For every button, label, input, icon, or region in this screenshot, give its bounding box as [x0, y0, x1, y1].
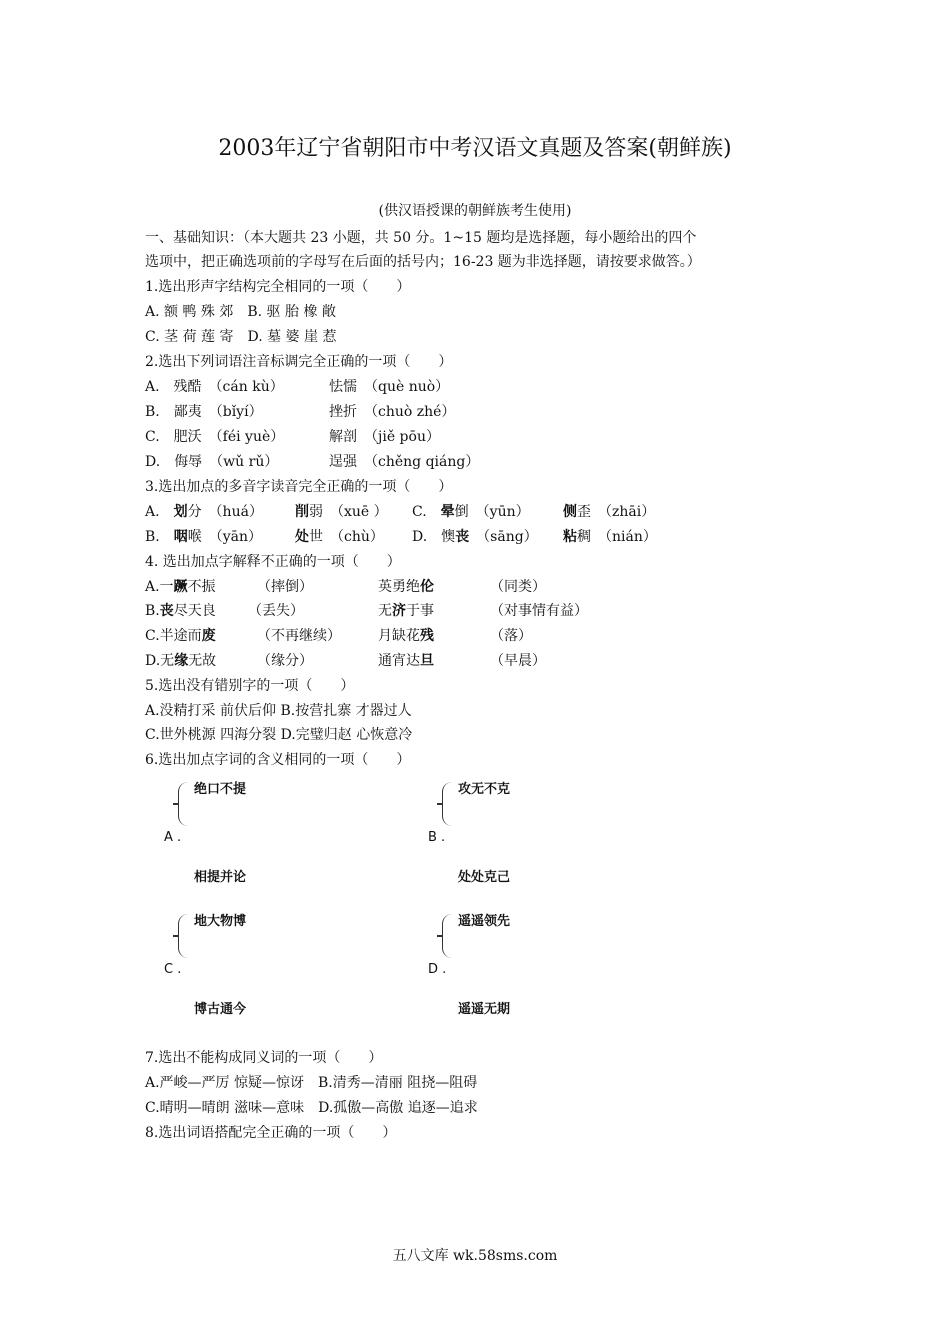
q3-row-2: [145, 526, 845, 548]
q4-b-meaning2: （对事情有益）: [490, 603, 588, 619]
q5-options-cd: C.世外桃源 四海分裂 D.完璧归赵 心恢意冷: [145, 727, 413, 743]
q2-d-left: D. 侮辱 （wǔ rǔ）: [145, 454, 279, 470]
q4-row-d: [145, 650, 845, 672]
q4-d-word2: 通宵达旦: [378, 653, 434, 669]
q6-b-top-word: 攻无不克: [458, 782, 511, 797]
q2-a-left: A. 残酷 （cán kù）: [145, 379, 284, 395]
q4-a-meaning2: （同类）: [490, 579, 546, 595]
q4-c-meaning1: （不再继续）: [257, 628, 341, 644]
q6-c-top-word: 地大物博: [194, 914, 247, 929]
q6-group-c: [160, 908, 360, 1018]
brace-tip-icon: [173, 935, 179, 937]
q2-row-b: [145, 401, 845, 423]
q2-stem: 2.选出下列词语注音标调完全正确的一项（ ）: [145, 354, 453, 370]
brace-icon: [442, 914, 453, 958]
q4-c-meaning2: （落）: [490, 628, 532, 644]
q6-group-a: [160, 776, 360, 886]
q5-options-ab: A.没精打采 前伏后仰 B.按营扎寨 才器过人: [145, 703, 412, 719]
q4-a-word1: A.一蹶不振: [145, 579, 216, 595]
q4-row-b: [145, 600, 845, 622]
q4-d-meaning2: （早晨）: [490, 653, 546, 669]
brace-icon: [442, 782, 453, 826]
q6-group-b: [424, 776, 624, 886]
q2-c-left: C. 肥沃 （féi yuè）: [145, 429, 285, 445]
q6-a-top-word: 绝口不提: [194, 782, 247, 797]
q4-d-meaning1: （缘分）: [257, 653, 313, 669]
q3-option-b2: 处世 （chù）: [295, 529, 384, 545]
brace-tip-icon: [437, 935, 443, 937]
q4-b-word1: B.丧尽天良: [145, 603, 216, 619]
q5-stem: 5.选出没有错别字的一项（ ）: [145, 678, 355, 694]
q2-b-left: B. 鄙夷 （bǐyí）: [145, 404, 263, 420]
q4-row-a: [145, 576, 845, 598]
q4-a-meaning1: （摔倒）: [257, 579, 313, 595]
q6-c-letter: C .: [164, 962, 182, 977]
q1-options-cd: C. 茎 荷 莲 寄 D. 墓 婆 崖 惹: [145, 329, 337, 345]
brace-icon: [178, 782, 189, 826]
q3-option-a: A. 划分 （huá）: [145, 504, 263, 520]
q6-a-letter: A .: [164, 830, 182, 845]
brace-tip-icon: [173, 803, 179, 805]
q7-options-ab: A.严峻—严厉 惊疑—惊讶 B.清秀—清丽 阻挠—阻碍: [145, 1075, 478, 1091]
q2-d-right: 逞强 （chěng qiáng）: [329, 454, 480, 470]
q3-option-c2: 侧歪 （zhāi）: [563, 504, 656, 520]
q2-row-c: [145, 426, 845, 448]
q6-c-bottom-word: 博古通今: [194, 1002, 247, 1017]
q2-b-right: 挫折 （chuò zhé）: [329, 404, 456, 420]
q2-c-right: 解剖 （jiě pōu）: [329, 429, 440, 445]
q4-c-word1: C.半途而废: [145, 628, 216, 644]
q6-d-bottom-word: 遥遥无期: [458, 1002, 511, 1017]
page-subtitle: (供汉语授课的朝鲜族考生使用): [378, 203, 572, 219]
q3-row-1: [145, 501, 845, 523]
q4-d-word1: D.无缘无故: [145, 653, 217, 669]
q7-stem: 7.选出不能构成同义词的一项（ ）: [145, 1050, 383, 1066]
q4-c-word2: 月缺花残: [378, 628, 434, 644]
q2-row-d: [145, 451, 845, 473]
q4-b-meaning1: （丢失）: [248, 603, 304, 619]
q6-stem: 6.选出加点字词的含义相同的一项（ ）: [145, 752, 411, 768]
q6-group-d: [424, 908, 624, 1018]
footer-watermark: 五八文库 wk.58sms.com: [392, 1248, 558, 1264]
q4-stem: 4. 选出加点字解释不正确的一项（ ）: [145, 554, 401, 570]
q4-b-word2: 无济于事: [378, 603, 434, 619]
q3-option-d: D. 懊丧 （sāng）: [412, 529, 538, 545]
section-intro-line-1: 一、基础知识：（本大题共 23 小题，共 50 分。1~15 题均是选择题，每小题给出的四个: [145, 230, 697, 246]
q6-d-letter: D .: [428, 962, 447, 977]
q6-d-top-word: 遥遥领先: [458, 914, 511, 929]
q1-options-ab: A. 额 鸭 殊 郊 B. 驱 胎 橡 敞: [145, 304, 336, 320]
q8-stem: 8.选出词语搭配完全正确的一项（ ）: [145, 1125, 397, 1141]
page-title: 2003年辽宁省朝阳市中考汉语文真题及答案(朝鲜族): [218, 136, 732, 161]
q3-option-b: B. 咽喉 （yān）: [145, 529, 263, 545]
q3-option-d2: 粘稠 （nián）: [563, 529, 657, 545]
q4-row-c: [145, 625, 845, 647]
q2-row-a: [145, 376, 845, 398]
brace-tip-icon: [437, 803, 443, 805]
q3-stem: 3.选出加点的多音字读音完全正确的一项（ ）: [145, 479, 453, 495]
q3-option-a2: 削弱 （xuē ）: [295, 504, 388, 520]
q6-b-letter: B .: [428, 830, 446, 845]
q1-stem: 1.选出形声字结构完全相同的一项（ ）: [145, 279, 411, 295]
q6-b-bottom-word: 处处克己: [458, 870, 511, 885]
q3-option-c: C. 晕倒 （yūn）: [412, 504, 530, 520]
section-intro-line-2: 选项中，把正确选项前的字母写在后面的括号内；16-23 题为非选择题，请按要求做答。）: [145, 254, 701, 270]
brace-icon: [178, 914, 189, 958]
q2-a-right: 怯懦 （què nuò）: [329, 379, 450, 395]
q7-options-cd: C.晴明—晴朗 滋味—意味 D.孤傲—高傲 追逐—追求: [145, 1100, 478, 1116]
q4-a-word2: 英勇绝伦: [378, 579, 434, 595]
q6-a-bottom-word: 相提并论: [194, 870, 247, 885]
